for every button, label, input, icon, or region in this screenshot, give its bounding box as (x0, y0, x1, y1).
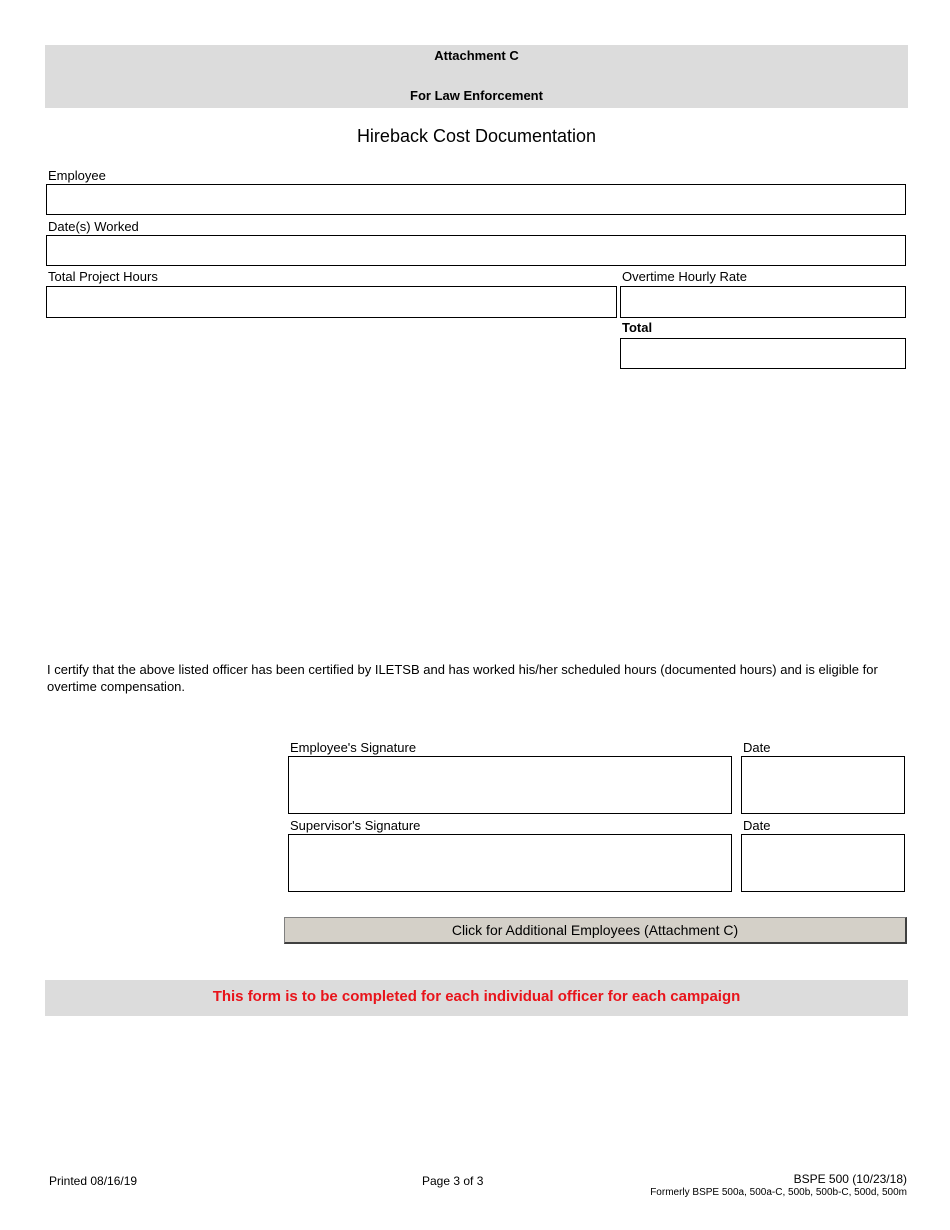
attachment-label: Attachment C (434, 48, 519, 63)
audience-label: For Law Enforcement (410, 88, 543, 103)
dates-worked-input[interactable] (46, 235, 906, 266)
notice-band (45, 980, 908, 1016)
employee-label: Employee (48, 168, 106, 183)
employee-date-field[interactable] (741, 756, 905, 814)
supervisor-signature-label: Supervisor's Signature (290, 818, 421, 833)
certification-text: I certify that the above listed officer has been certified by ILETSB and has worked his/her scheduled hours (documented hours) and is eligible for overtime compensation. (47, 662, 878, 694)
total-project-hours-input[interactable] (46, 286, 617, 318)
overtime-hourly-rate-input[interactable] (620, 286, 906, 318)
form-title: Hireback Cost Documentation (356, 126, 597, 146)
employee-signature-field[interactable] (288, 756, 732, 814)
notice-text: This form is to be completed for each individual officer for each campaign (212, 988, 741, 1005)
supervisor-date-field[interactable] (741, 834, 905, 892)
employee-input[interactable] (46, 184, 906, 215)
additional-employees-button[interactable]: Click for Additional Employees (Attachment C) (284, 917, 907, 944)
form-code: BSPE 500 (10/23/18) (793, 1172, 907, 1186)
total-label: Total (622, 320, 653, 335)
printed-date: Printed 08/16/19 (49, 1174, 138, 1188)
employee-signature-label: Employee's Signature (290, 740, 417, 755)
formerly-codes: Formerly BSPE 500a, 500a-C, 500b, 500b-C, 500d, 500m (650, 1187, 907, 1198)
page-number: Page 3 of 3 (422, 1174, 484, 1188)
overtime-hourly-rate-label: Overtime Hourly Rate (622, 269, 747, 284)
header-band (45, 45, 908, 108)
supervisor-signature-field[interactable] (288, 834, 732, 892)
employee-date-label: Date (743, 740, 771, 755)
total-input[interactable] (620, 338, 906, 369)
dates-worked-label: Date(s) Worked (48, 219, 139, 234)
total-project-hours-label: Total Project Hours (48, 269, 158, 284)
supervisor-date-label: Date (743, 818, 771, 833)
